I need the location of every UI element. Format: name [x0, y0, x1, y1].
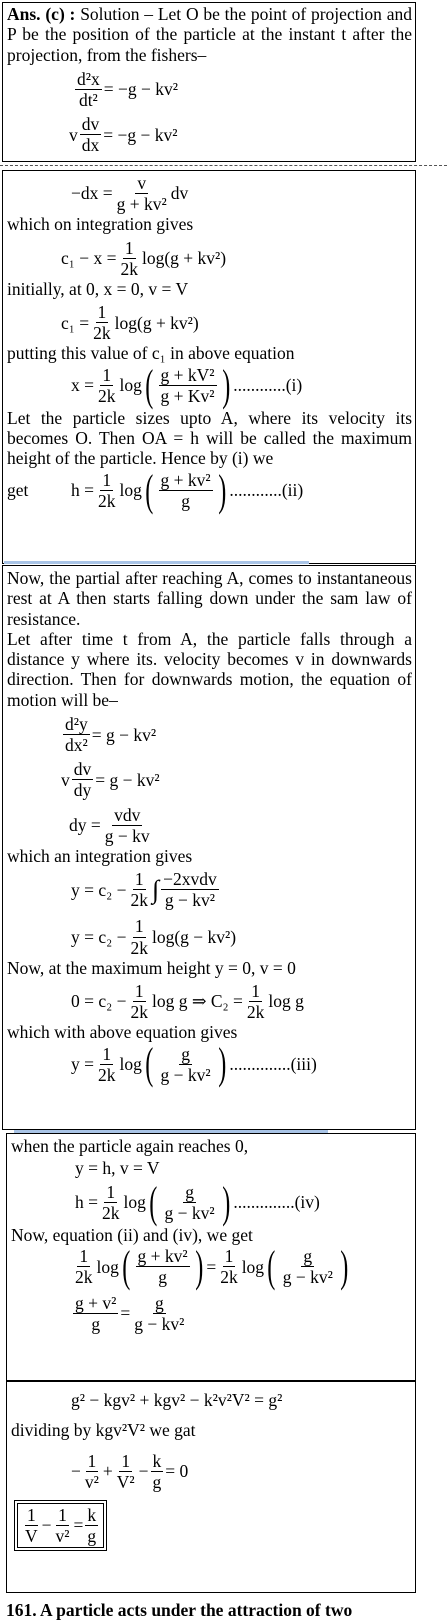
eq-lhs: c₁ = — [61, 312, 90, 333]
eq-numerator: 1 — [58, 1504, 67, 1525]
eq-numerator: k — [152, 1450, 162, 1471]
eq-y-h: y = h, v = V — [75, 1158, 160, 1179]
eq-denominator: 2k — [93, 323, 111, 344]
eq-denominator: V — [25, 1525, 38, 1546]
eq-minus: − — [138, 1461, 149, 1482]
eq-rhs: = −g − kv² — [103, 124, 178, 145]
eq-tag: ............(ii) — [229, 480, 304, 501]
right-paren: ) — [217, 465, 227, 515]
eq-log: log — [119, 480, 142, 501]
integral-sign: ∫ — [151, 874, 160, 904]
eq-log: log — [96, 1256, 119, 1277]
eq-denominator: g — [158, 1267, 167, 1288]
downward-motion-box — [2, 565, 416, 1130]
eq-x-log — [3, 360, 415, 410]
eq-denominator: g − kv² — [164, 1203, 215, 1224]
text-equation-ii-iv: Now, equation (ii) and (iv), we get — [11, 1224, 253, 1245]
eq-minus: − — [71, 1461, 81, 1482]
eq-lhs: −dx = — [71, 183, 113, 204]
eq-rhs: log(g + kv²) — [141, 248, 227, 269]
eq-denominator: g — [181, 491, 190, 512]
eq-lhs: dy = — [69, 815, 101, 836]
eq-tag: ............(i) — [233, 375, 303, 396]
eq-rhs: = −g − kv² — [103, 79, 178, 100]
text-suffix: we gat — [149, 1420, 196, 1441]
eq-equals: = — [73, 1515, 84, 1536]
eq-numerator: vdv — [114, 804, 141, 825]
eq-denominator: g − kv² — [160, 1064, 211, 1085]
eq-lhs: x = — [71, 375, 94, 396]
eq-numerator: 1 — [102, 365, 112, 386]
eq-numerator: 1 — [97, 302, 107, 323]
answer-label: Ans. (c) : — [7, 4, 76, 24]
eq-y-log — [3, 916, 415, 957]
eq-minus-dx — [3, 173, 415, 214]
eq-denominator: dx² — [65, 735, 88, 756]
eq-numerator: k — [87, 1504, 97, 1525]
eq-reciprocal-sum — [7, 1451, 415, 1492]
eq-denominator: v² — [84, 1471, 99, 1492]
boxed-frame — [14, 1500, 107, 1551]
eq-rhs: = g − kv² — [91, 724, 157, 745]
eq-numerator: v — [137, 173, 147, 193]
eq-expanded: g² − kgv² + kgv² − k²v²V² = g² — [71, 1390, 283, 1410]
text-reaches-again: when the particle again reaches 0, — [11, 1136, 249, 1156]
eq-lhs: y = c₂ − — [71, 879, 127, 900]
eq-numerator: 1 — [134, 980, 144, 1001]
text-let-after-time: Let after time t from A, the particle falls through a distance y where its. velocity becomes v in downwards direction. Then for downwards motion, the equation of motion will be– — [7, 628, 412, 710]
eq-numerator: dv — [81, 114, 100, 135]
text-dividing-by — [7, 1420, 415, 1440]
eq-rhs: log(g − kv²) — [151, 926, 237, 947]
eq-c1 — [3, 302, 415, 343]
eq-lhs: 0 = c₂ − — [71, 991, 127, 1012]
next-question-text: 161. A particle acts under the attraction of two — [6, 1600, 353, 1620]
eq-denominator: 2k — [98, 1064, 116, 1085]
eq-get: get — [7, 480, 29, 501]
eq-middle: log g ⇒ C₂ = — [151, 991, 243, 1012]
eq-prefix: v — [69, 124, 78, 145]
eq-numerator: 1 — [102, 469, 112, 490]
eq-denominator: g — [87, 1525, 97, 1546]
return-box — [6, 1133, 416, 1381]
text-expression: kgv²V² — [95, 1420, 145, 1441]
eq-lhs: c₁ − x = — [61, 248, 117, 269]
eq-numerator: g + kv² — [137, 1246, 188, 1267]
eq-dy — [3, 805, 415, 846]
eq-log: log — [241, 1256, 265, 1277]
eq-ratio — [7, 1293, 415, 1334]
eq-h-log — [3, 465, 415, 515]
right-paren: ) — [221, 1177, 231, 1227]
eq-denominator: g — [152, 1471, 162, 1492]
integration-box — [2, 170, 416, 564]
boxed-result — [7, 1500, 415, 1551]
eq-equals: = — [120, 1303, 131, 1324]
left-paren: ( — [145, 360, 154, 410]
eq-numerator: 1 — [124, 237, 134, 258]
solution-intro-text — [3, 3, 415, 65]
eq-numerator: g — [303, 1246, 313, 1267]
eq-numerator: 1 — [106, 1181, 116, 1202]
right-paren: ) — [194, 1241, 204, 1291]
text-partial-after: Now, the partial after reaching A, comes to instantaneous rest at A then starts falling down under the sam law of resistance. — [7, 568, 412, 629]
left-paren: ( — [267, 1241, 276, 1291]
left-paren: ( — [145, 465, 154, 515]
eq-numerator: g + kV² — [160, 365, 215, 386]
right-paren: ) — [340, 1241, 349, 1291]
eq-denominator: dt² — [78, 90, 98, 111]
eq-numerator: 1 — [26, 1504, 36, 1525]
eq-plus: + — [102, 1461, 113, 1482]
text-particle-rises: Let the particle sizes upto A, where its velocity its becomes O. Then OA = h will be called the maximum height of the particle. Hence by (i) we — [7, 407, 412, 469]
eq-lhs: y = c₂ − — [71, 926, 127, 947]
eq-denominator: 2k — [220, 1267, 238, 1288]
eq-denominator: 2k — [102, 1203, 120, 1224]
eq-numerator: dv — [73, 759, 92, 780]
eq-denominator: dx — [81, 135, 100, 156]
eq-numerator: 1 — [134, 916, 144, 937]
eq-denominator: 2k — [130, 890, 148, 911]
eq-numerator: 1 — [87, 1450, 97, 1471]
eq-numerator: 1 — [224, 1246, 234, 1267]
eq-lhs: h = — [75, 1192, 98, 1213]
eq-denominator: g + kv² — [116, 194, 167, 215]
eq-denominator: dy — [73, 780, 92, 801]
text-initially: initially, at 0, x = 0, v = V — [7, 278, 189, 299]
left-paren: ( — [122, 1241, 131, 1291]
eq-equals: = — [206, 1256, 217, 1277]
eq-rhs: = 0 — [165, 1461, 189, 1482]
intro-text: Solution – Let O be the point of projection and P be the position of the particle at the instant t after the projection, from the fishers– — [7, 4, 412, 65]
text-putting-value: putting this value of c₁ in above equation — [7, 343, 295, 364]
eq-denominator: g − kv² — [134, 1314, 185, 1335]
eq-denominator: g − kv — [104, 825, 150, 846]
left-paren: ( — [149, 1177, 158, 1227]
eq-numerator: d²x — [77, 68, 100, 89]
eq-numerator: 1 — [251, 980, 261, 1001]
eq-numerator: g + v² — [75, 1292, 117, 1313]
text-prefix: dividing by — [11, 1420, 92, 1441]
eq-rhs: dv — [170, 183, 189, 204]
eq-numerator: 1 — [102, 1043, 112, 1064]
boxed-inner — [17, 1503, 104, 1548]
eq-denominator: g + Kv² — [160, 386, 215, 407]
eq-equate-logs — [7, 1241, 415, 1291]
eq-v-dv-dx — [3, 114, 415, 155]
eq-log: log — [119, 1054, 142, 1075]
eq-denominator: 2k — [75, 1267, 93, 1288]
eq-lhs: h = — [71, 480, 94, 501]
eq-denominator: 2k — [130, 937, 148, 958]
eq-denominator: 2k — [246, 1002, 265, 1023]
eq-numerator: g + kv² — [160, 469, 211, 490]
eq-log: log — [123, 1192, 146, 1213]
text-integration-gives: which on integration gives — [7, 214, 194, 235]
eq-rhs: = g − kv² — [95, 769, 160, 790]
eq-numerator: 1 — [134, 869, 144, 890]
eq-d2y-dx2 — [3, 714, 415, 755]
text-integration-gives-2: which an integration gives — [7, 845, 193, 866]
text-with-above: which with above equation gives — [7, 1022, 238, 1043]
right-paren: ) — [217, 1039, 227, 1089]
eq-zero-c2 — [3, 981, 415, 1022]
eq-y-log-iii — [3, 1039, 415, 1089]
eq-numerator: −2xvdv — [163, 869, 217, 890]
eq-numerator: g — [154, 1292, 164, 1313]
eq-denominator: 2k — [130, 1002, 148, 1023]
eq-log: log — [119, 375, 142, 396]
eq-denominator: 2k — [98, 491, 116, 512]
eq-denominator: g — [91, 1314, 101, 1335]
solution-intro-box — [2, 2, 416, 162]
eq-denominator: g − kv² — [282, 1267, 333, 1288]
text-max-height: Now, at the maximum height y = 0, v = 0 — [7, 957, 296, 978]
eq-lhs: y = — [71, 1054, 94, 1075]
eq-c1-minus-x — [3, 238, 415, 279]
eq-denominator: v² — [55, 1525, 70, 1546]
eq-denominator: V² — [116, 1471, 135, 1492]
eq-numerator: d²y — [65, 714, 88, 735]
eq-prefix: v — [61, 769, 70, 790]
eq-minus: − — [41, 1515, 52, 1536]
eq-rhs: log g — [268, 991, 304, 1012]
page-break-separator — [0, 165, 447, 166]
eq-numerator: 1 — [79, 1246, 89, 1267]
eq-d2x-dt2 — [3, 69, 415, 110]
eq-y-integral — [3, 869, 415, 910]
eq-tag: ..............(iii) — [229, 1054, 317, 1075]
eq-numerator: g — [185, 1181, 194, 1202]
eq-numerator: g — [181, 1043, 190, 1064]
eq-numerator: 1 — [121, 1450, 131, 1471]
eq-denominator: 2k — [98, 386, 116, 407]
blue-separator — [4, 561, 309, 564]
right-paren: ) — [221, 360, 230, 410]
eq-denominator: g − kv² — [164, 890, 215, 911]
left-paren: ( — [145, 1039, 154, 1089]
eq-rhs: log(g + kv²) — [114, 312, 199, 333]
eq-h-log-iv — [7, 1177, 415, 1227]
final-result-box — [6, 1381, 416, 1593]
eq-v-dv-dy — [3, 759, 415, 800]
eq-denominator: 2k — [120, 258, 138, 279]
eq-tag: ..............(iv) — [233, 1192, 320, 1213]
next-question-cut — [6, 1600, 352, 1620]
